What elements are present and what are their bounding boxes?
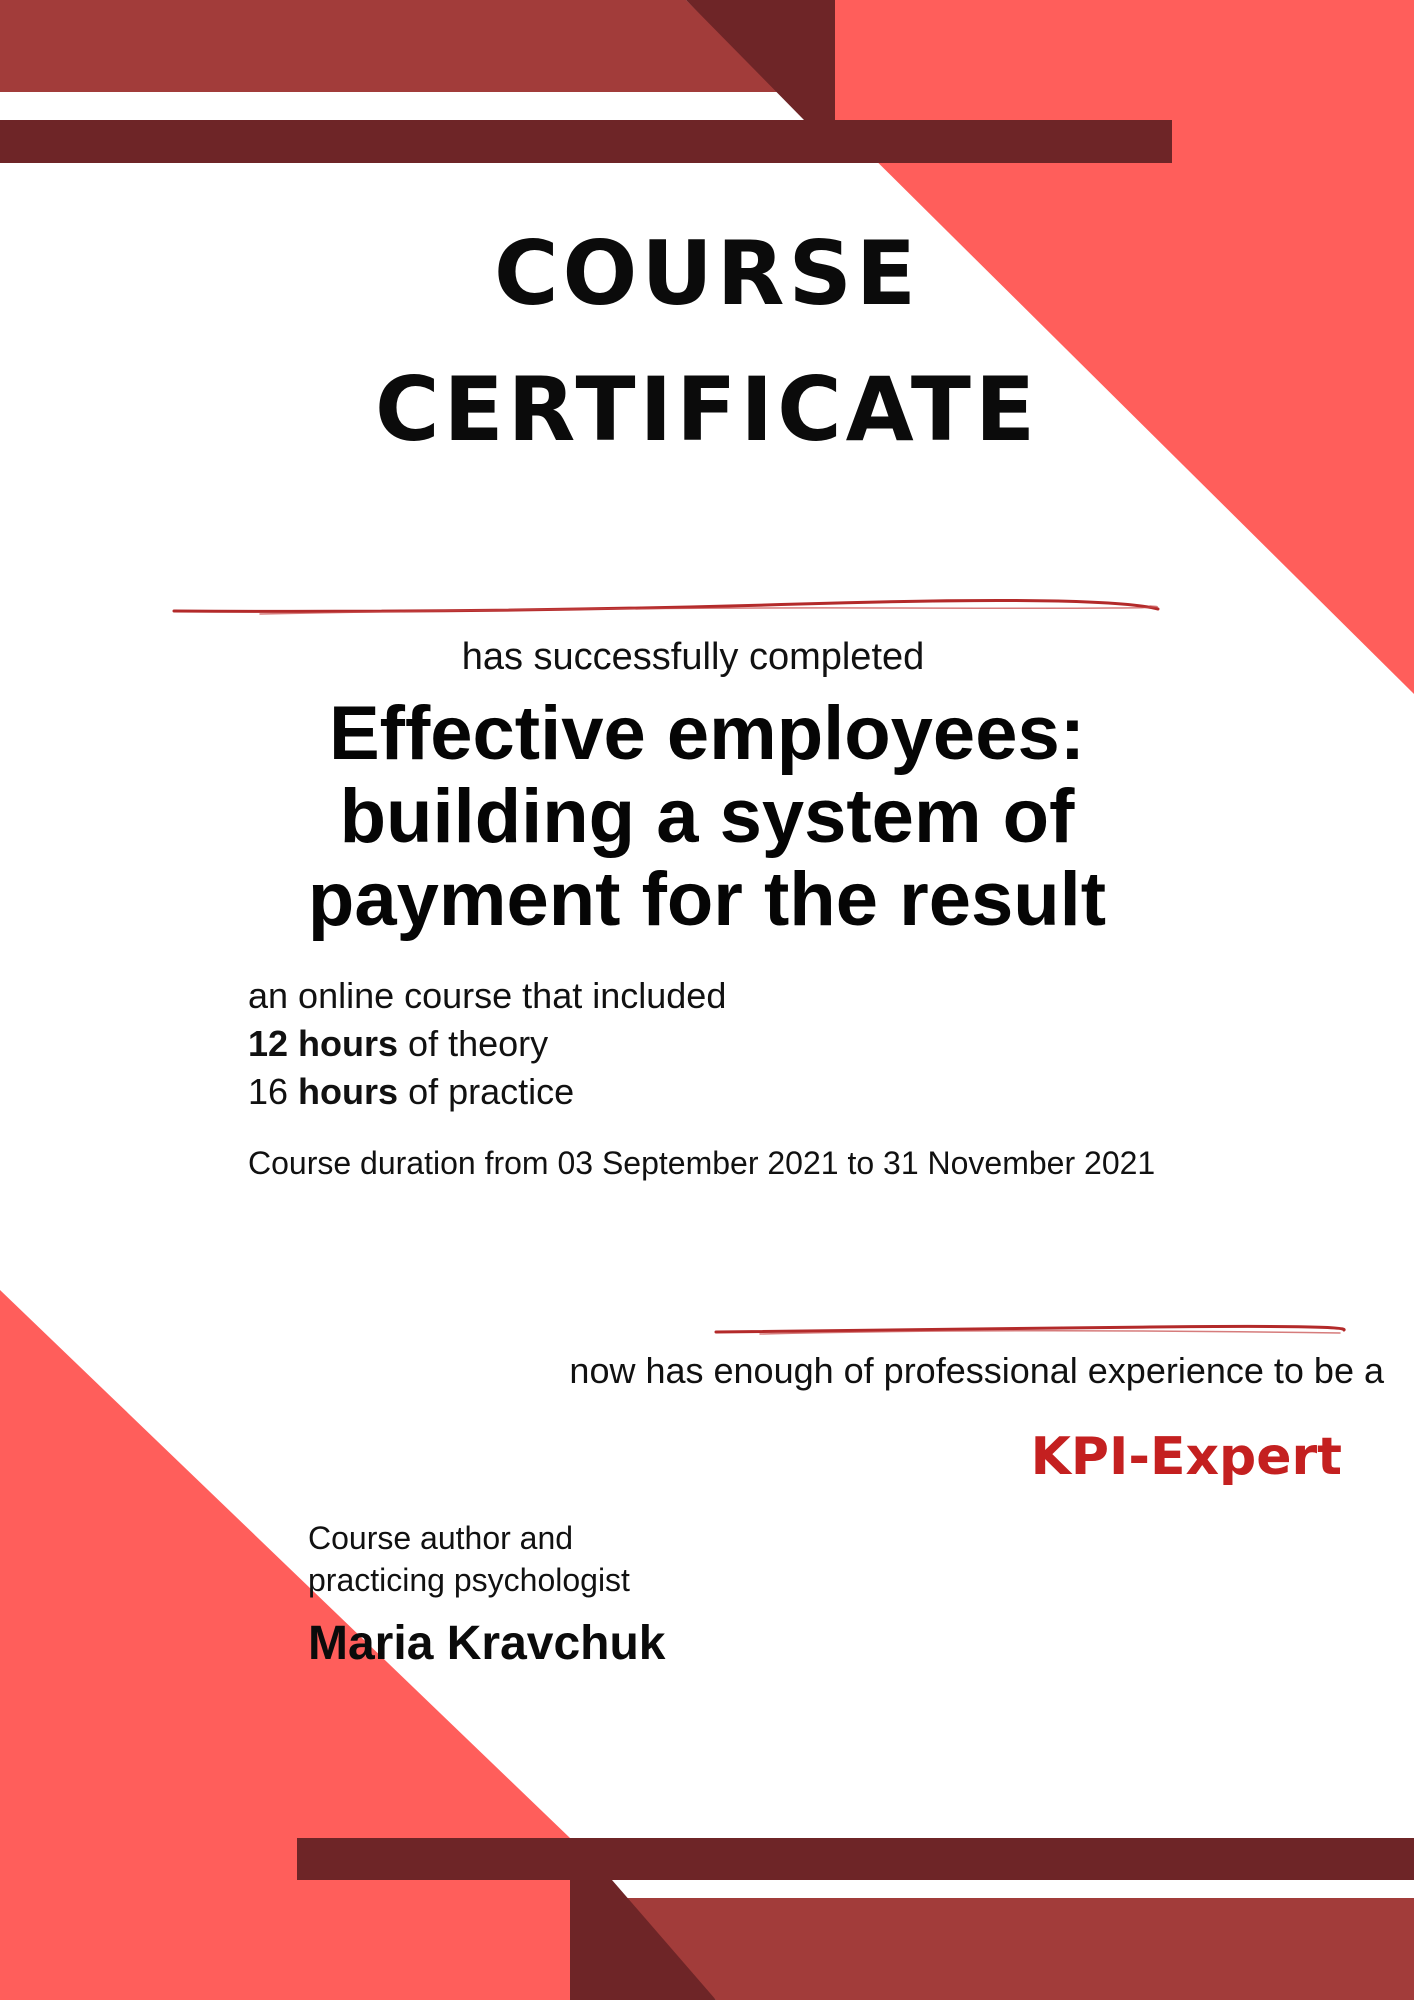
- practice-hours-bold: hours: [298, 1071, 399, 1112]
- course-title-line2: building a system of: [339, 774, 1075, 859]
- practice-suffix: of practice: [398, 1071, 575, 1112]
- course-type-text: an online course that included: [248, 975, 727, 1016]
- theory-hours-bold: 12 hours: [248, 1023, 399, 1064]
- completed-text: has successfully completed: [461, 636, 925, 678]
- bottom-right-band: [612, 1898, 1414, 2000]
- expert-title: KPI-Expert: [1030, 1427, 1342, 1487]
- certificate-title-line1: COURSE: [493, 222, 921, 325]
- top-right-coral-shape: [835, 0, 1414, 694]
- practice-hours-line: [248, 1071, 574, 1113]
- author-role-line1: Course author and: [308, 1520, 574, 1556]
- theory-suffix: of theory: [398, 1023, 549, 1064]
- course-duration-text: Course duration from 03 September 2021 to 31 November 2021: [248, 1145, 1156, 1181]
- certificate-title-line2: CERTIFICATE: [374, 358, 1040, 461]
- author-name: Maria Kravchuk: [308, 1617, 666, 1670]
- bottom-dark-bar: [297, 1838, 1414, 1880]
- theory-hours-line: [248, 1023, 548, 1065]
- author-role-line2: practicing psychologist: [308, 1562, 630, 1598]
- experience-text: now has enough of professional experience to be a: [569, 1350, 1384, 1391]
- top-left-band: [0, 0, 780, 92]
- course-title-line3: payment for the result: [307, 857, 1107, 942]
- practice-number: 16: [248, 1071, 299, 1112]
- brush-divider-top: [174, 600, 1158, 611]
- top-dark-bar: [0, 120, 1172, 163]
- course-title-line1: Effective employees:: [328, 691, 1086, 776]
